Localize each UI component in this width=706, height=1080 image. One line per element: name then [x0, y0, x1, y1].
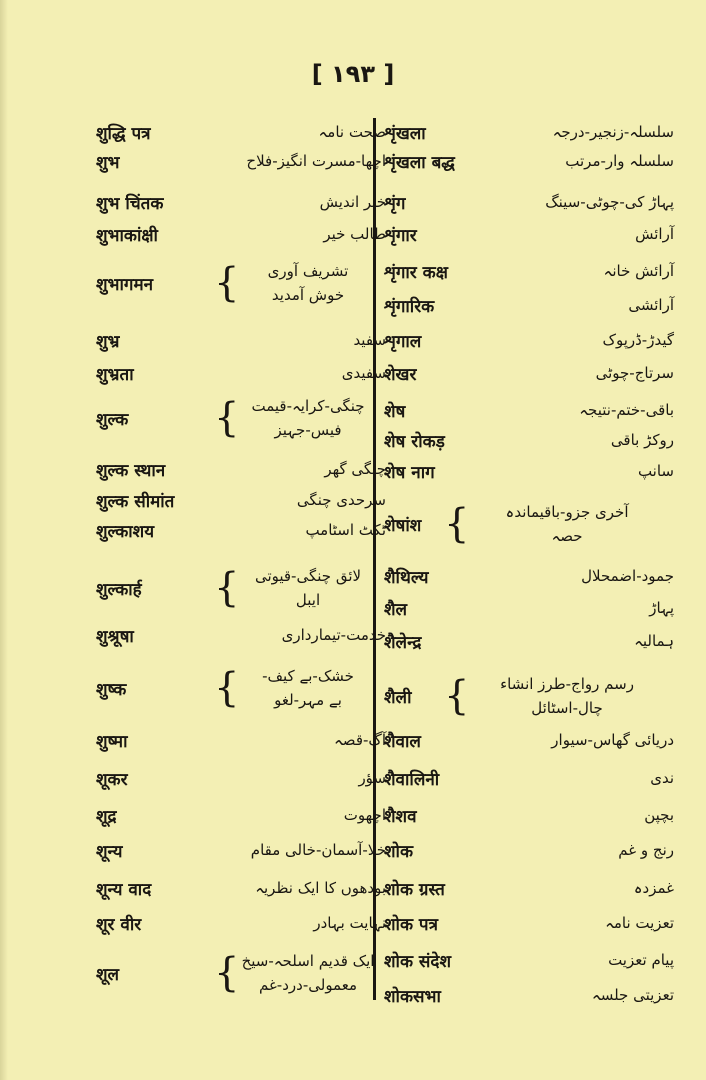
gloss-line: اچھا-مسرت انگیز-فلاح: [246, 152, 386, 170]
headword: शैलेन्द्र: [384, 632, 422, 653]
headword: शृंखला: [384, 123, 426, 144]
headword: शोक: [384, 841, 414, 862]
gloss-line: نہایت بہادر: [313, 914, 386, 932]
urdu-gloss: [230, 945, 386, 1001]
urdu-gloss: [230, 255, 386, 311]
headword: शूद्र: [96, 806, 117, 827]
left-entry: [96, 720, 386, 760]
headword: शून्य: [96, 841, 123, 862]
headword: शुष्मा: [96, 731, 128, 752]
urdu-gloss: [634, 621, 674, 661]
right-entry: [384, 496, 674, 552]
headword: शोक पत्र: [384, 914, 438, 935]
curly-brace: {: [214, 565, 240, 611]
gloss-line: طالب خیر: [323, 225, 386, 243]
gloss-line: گیدڑ-ڈرپوک: [602, 331, 674, 349]
left-entry: [96, 141, 386, 181]
headword: शेषांश: [384, 515, 422, 536]
urdu-gloss: [460, 496, 674, 552]
urdu-gloss: [230, 390, 386, 446]
headword: शृंग: [384, 193, 406, 214]
headword: शुश्रूषा: [96, 626, 134, 647]
gloss-line: چنگی-کرایہ-قیمت: [251, 397, 365, 415]
right-column: [384, 0, 674, 1080]
left-entry: [96, 510, 386, 550]
gloss-line: لائق چنگی-قیوتی: [254, 567, 362, 585]
headword: शैथिल्य: [384, 567, 429, 588]
gloss-line: معمولی-درد-غم: [258, 976, 358, 994]
gloss-line: خشک-بے کیف-: [262, 667, 354, 685]
right-entry: [384, 720, 674, 760]
urdu-gloss: [618, 830, 674, 870]
headword: शोक संदेश: [384, 951, 452, 972]
right-entry: [384, 940, 674, 980]
left-entry: [96, 353, 386, 393]
headword: शैली: [384, 687, 412, 708]
gloss-line: ٹکٹ اسٹامپ: [305, 521, 386, 539]
right-entry: [384, 141, 674, 181]
gloss-line: آخری جزو-باقیماندہ: [505, 503, 629, 521]
gloss-line: تعزیتی جلسہ: [591, 986, 674, 1004]
right-entry: [384, 451, 674, 491]
gloss-line: سفیدی: [341, 364, 386, 382]
headword: शुल्क: [96, 409, 129, 430]
gloss-line: خوش آمدید: [271, 286, 345, 304]
right-entry: [384, 285, 674, 325]
left-entry: [96, 830, 386, 870]
headword: शेष रोकड़: [384, 431, 445, 452]
urdu-gloss: [592, 975, 674, 1015]
headword: शूल: [96, 964, 120, 985]
gloss-line: بودھوں کا ایک نظریہ: [255, 879, 386, 897]
headword: शूकर: [96, 769, 128, 790]
left-entry: [96, 795, 386, 835]
right-entry: [384, 868, 674, 908]
gloss-line: فیس-جہیز: [274, 421, 342, 439]
urdu-gloss: [551, 720, 674, 760]
gloss-line: چنگی گھر: [324, 460, 386, 478]
left-column: [96, 0, 386, 1080]
gloss-line: آگ-قصہ: [334, 731, 386, 749]
headword: शृंखला बद्ध: [384, 152, 455, 173]
headword: शुल्क सीमांत: [96, 491, 175, 512]
curly-brace: {: [444, 673, 470, 719]
headword: शुल्क स्थान: [96, 460, 166, 481]
gloss-line: ہمالیہ: [634, 632, 674, 650]
gloss-line: روکڑ باقی: [610, 431, 674, 449]
headword: शुभ: [96, 152, 120, 173]
curly-brace: {: [214, 260, 240, 306]
gloss-line: آرائش خانہ: [603, 262, 674, 280]
urdu-gloss: [634, 868, 674, 908]
urdu-gloss: [342, 353, 386, 393]
urdu-gloss: [230, 560, 386, 616]
urdu-gloss: [334, 720, 386, 760]
left-entry: [96, 390, 386, 446]
urdu-gloss: [251, 830, 386, 870]
gloss-line: تشریف آوری: [267, 262, 349, 280]
gloss-line: جمود-اضمحلال: [581, 567, 674, 585]
urdu-gloss: [358, 758, 386, 798]
gloss-line: بے مہر-لغو: [274, 691, 342, 709]
headword: शून्य वाद: [96, 879, 152, 900]
right-entry: [384, 758, 674, 798]
headword: शूर वीर: [96, 914, 142, 935]
headword: शृंगार कक्ष: [384, 262, 448, 283]
urdu-gloss: [305, 510, 386, 550]
headword: शैशव: [384, 806, 417, 827]
left-entry: [96, 758, 386, 798]
headword: शेष नाग: [384, 462, 435, 483]
gloss-line: تعزیت نامہ: [605, 914, 674, 932]
urdu-gloss: [460, 668, 674, 724]
gloss-line: اچھوت: [343, 806, 386, 824]
urdu-gloss: [565, 141, 674, 181]
gloss-line: خلا-آسمان-خالی مقام: [250, 841, 386, 859]
urdu-gloss: [635, 214, 674, 254]
headword: शुल्कार्ह: [96, 579, 142, 600]
urdu-gloss: [650, 758, 674, 798]
urdu-gloss: [628, 285, 674, 325]
headword: शुभ चिंतक: [96, 193, 164, 214]
gloss-line: سفید: [353, 331, 386, 349]
urdu-gloss: [644, 795, 674, 835]
gloss-line: سلسلہ-زنجیر-درجہ: [552, 123, 674, 141]
right-entry: [384, 621, 674, 661]
headword: शैवालिनी: [384, 769, 440, 790]
right-entry: [384, 975, 674, 1015]
curly-brace: {: [214, 950, 240, 996]
left-entry: [96, 660, 386, 716]
urdu-gloss: [323, 214, 386, 254]
right-entry: [384, 353, 674, 393]
urdu-gloss: [605, 903, 674, 943]
gloss-line: چال-اسٹائل: [531, 699, 603, 717]
urdu-gloss: [313, 903, 386, 943]
headword: शैवाल: [384, 731, 421, 752]
urdu-gloss: [282, 615, 386, 655]
gloss-line: رسم رواج-طرز انشاء: [500, 675, 634, 693]
headword: शुभाकांक्षी: [96, 225, 158, 246]
curly-brace: {: [214, 665, 240, 711]
gloss-line: آرائشی: [628, 296, 674, 314]
gloss-line: پہاڑ کی-چوٹی-سینگ: [545, 193, 674, 211]
gloss-line: پہاڑ: [649, 599, 674, 617]
urdu-gloss: [596, 353, 674, 393]
urdu-gloss: [246, 141, 386, 181]
page-number: [ ۱۹۳ ]: [311, 60, 395, 88]
headword: शेष: [384, 401, 406, 422]
left-entry: [96, 560, 386, 616]
urdu-gloss: [344, 795, 386, 835]
gloss-line: غمزدہ: [633, 879, 674, 897]
gloss-line: حصہ: [551, 527, 583, 545]
left-entry: [96, 868, 386, 908]
headword: शैल: [384, 599, 408, 620]
gloss-line: ندی: [650, 769, 674, 787]
right-entry: [384, 214, 674, 254]
right-entry: [384, 903, 674, 943]
page-edge-shadow: [0, 0, 8, 1080]
left-entry: [96, 945, 386, 1001]
headword: शुल्काशय: [96, 521, 155, 542]
headword: शुभागमन: [96, 274, 154, 295]
curly-brace: {: [444, 501, 470, 547]
urdu-gloss: [255, 868, 386, 908]
gloss-line: باقی-ختم-نتیجہ: [579, 401, 674, 419]
left-entry: [96, 255, 386, 311]
headword: शुद्धि पत्र: [96, 123, 151, 144]
right-entry: [384, 668, 674, 724]
gloss-line: رنج و غم: [618, 841, 674, 859]
gloss-line: بچپن: [644, 806, 674, 824]
headword: शुभ्र: [96, 331, 120, 352]
headword: शोक ग्रस्त: [384, 879, 445, 900]
gloss-line: ایک قدیم اسلحہ-سیخ: [241, 952, 375, 970]
gloss-line: صحت نامہ: [318, 123, 386, 141]
left-entry: [96, 214, 386, 254]
gloss-line: سانپ: [637, 462, 674, 480]
headword: शृंगार: [384, 225, 417, 246]
left-entry: [96, 903, 386, 943]
gloss-line: سرحدی چنگی: [296, 491, 386, 509]
headword: शुभ्रता: [96, 364, 134, 385]
gloss-line: پیام تعزیت: [608, 951, 674, 969]
left-entry: [96, 615, 386, 655]
headword: शृगाल: [384, 331, 422, 352]
gloss-line: سلسلہ وار-مرتب: [565, 152, 674, 170]
curly-brace: {: [214, 395, 240, 441]
right-entry: [384, 830, 674, 870]
headword: शुष्क: [96, 679, 127, 700]
gloss-line: سؤر: [358, 769, 386, 787]
gloss-line: دریائی گھاس-سیوار: [551, 731, 674, 749]
gloss-line: ایبل: [295, 591, 321, 609]
gloss-line: آرائش: [635, 225, 674, 243]
headword: शृंगारिक: [384, 296, 435, 317]
gloss-line: خدمت-تیمارداری: [281, 626, 386, 644]
headword: शेखर: [384, 364, 417, 385]
urdu-gloss: [608, 940, 674, 980]
urdu-gloss: [230, 660, 386, 716]
gloss-line: خیر اندیش: [319, 193, 386, 211]
gloss-line: سرتاج-چوٹی: [595, 364, 674, 382]
urdu-gloss: [638, 451, 674, 491]
headword: शोकसभा: [384, 986, 441, 1007]
right-entry: [384, 795, 674, 835]
